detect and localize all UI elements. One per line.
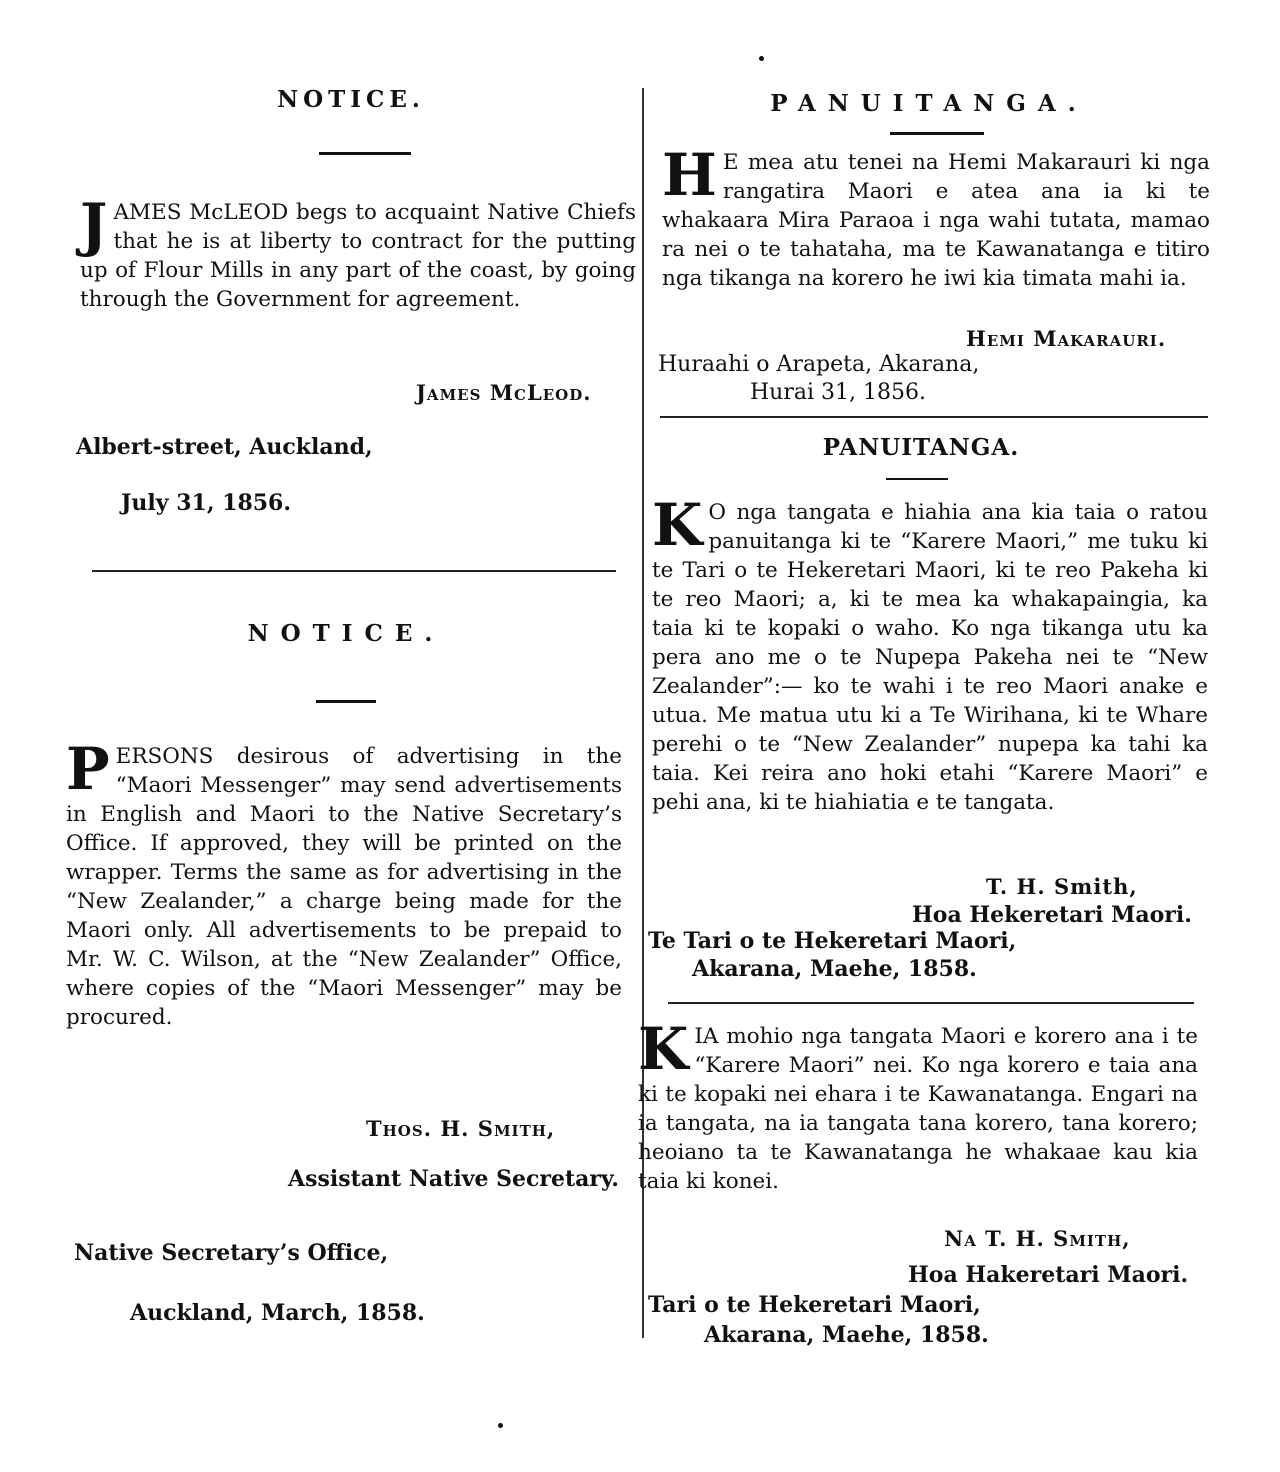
notice2-title: NOTICE. [247, 620, 445, 647]
panui2-end-rule [668, 1002, 1194, 1004]
notice1-title: NOTICE. [277, 86, 425, 113]
panui3-body [638, 1015, 1198, 1196]
panui1-body [662, 141, 1210, 293]
notice1-address: Albert-street, Auckland, [76, 434, 373, 460]
panui1-title: PANUITANGA. [770, 90, 1088, 117]
notice2-role: Assistant Native Secretary. [288, 1166, 619, 1192]
notice1-rule [319, 152, 411, 155]
panui1-rule [890, 132, 984, 135]
panui3-text: IA mohio nga tangata Maori e korero ana i te “Karere Maori” nei. Ko nga korero e taia ana ki te kopaki nei ehara i te Kawanatanga. Engari na ia tangata, na ia tangata tana korero, tana korero; heoiano ta te Kawanatanga he whakaae kau kia taia ki konei. [638, 1024, 1198, 1194]
notice2-text: ERSONS desirous of advertising in the “Maori Messenger” may send advertisements in English and Maori to the Native Secretary’s Office. If approved, they will be printed on the wrapper. Terms the same as for advertising in the “New Zealander,” a charge being made for the Maori only. All advertisements to be prepaid to Mr. W. C. Wilson, at the “New Zealander” Office, where copies of the “Maori Messenger” may be procured. [66, 744, 622, 1030]
panui1-signature: Hemi Makarauri. [966, 326, 1167, 351]
notice2-signature: Thos. H. Smith, [366, 1116, 556, 1141]
panui2-date: Akarana, Maehe, 1858. [692, 956, 977, 982]
panui3-role: Hoa Hakeretari Maori. [908, 1262, 1189, 1288]
panui1-address: Huraahi o Arapeta, Akarana, [658, 352, 980, 377]
notice1-body [80, 191, 636, 314]
panui3-signature: Na T. H. Smith, [944, 1226, 1131, 1251]
panui1-text: E mea atu tenei na Hemi Makarauri ki nga rangatira Maori e atea ana ia ki te whakaara Mira Paraoa i nga wahi tutata, mamao ra nei o te tahataha, ma te Kawanatanga e titiro nga tikanga na korero he iwi kia timata mahi ia. [662, 150, 1210, 291]
panui2-text: O nga tangata e hiahia ana kia taia o ratou panuitanga ki te “Karere Maori,” me tuku ki te Tari o te Hekeretari Maori, ki te reo Pakeha ki te reo Maori; a, ki te mea ka whakapaingia, ka taia ki te kopaki o waho. Ko nga tikanga utu ka pera ano me o te Nupepa Pakeha nei te “New Zealander”:— ko te wahi i te reo Maori anake e utua. Me matua utu ki a Te Wirihana, ki te Whare perehi o te “New Zealander” nupepa ka tahi ka taia. Kei reira ano hoki etahi “Karere Maori” e pehi ana, ki te hiahiatia e te tangata. [652, 500, 1208, 815]
section-rule-left [92, 570, 616, 572]
panui3-dropcap: K [638, 1015, 689, 1083]
notice2-rule [316, 700, 376, 703]
notice2-date: Auckland, March, 1858. [130, 1300, 425, 1326]
notice1-dropcap: J [80, 191, 108, 259]
panui1-end-rule [660, 416, 1208, 418]
panui3-address: Tari o te Hekeretari Maori, [648, 1292, 981, 1318]
panui2-title: PANUITANGA. [822, 434, 1020, 461]
panui1-date: Hurai 31, 1856. [750, 380, 926, 405]
panui2-body [652, 491, 1208, 817]
top-dot [759, 56, 764, 61]
panui2-signature: T. H. Smith, [986, 874, 1138, 899]
panui2-dropcap: K [652, 491, 703, 559]
notice1-signature: James McLeod. [416, 380, 592, 405]
notice2-address: Native Secretary’s Office, [74, 1240, 389, 1266]
panui2-rule [886, 478, 948, 480]
notice1-text: AMES McLEOD begs to acquaint Native Chiefs that he is at liberty to contract for the putting up of Flour Mills in any part of the coast, by going through the Government for agreement. [80, 200, 636, 312]
notice1-date: July 31, 1856. [121, 490, 292, 516]
notice2-body [66, 735, 622, 1032]
panui3-date: Akarana, Maehe, 1858. [704, 1322, 989, 1348]
panui2-address: Te Tari o te Hekeretari Maori, [648, 928, 1017, 954]
panui1-dropcap: H [662, 141, 717, 209]
notice2-dropcap: P [66, 735, 110, 803]
panui2-role: Hoa Hekeretari Maori. [912, 902, 1192, 928]
bottom-dot [498, 1423, 503, 1428]
